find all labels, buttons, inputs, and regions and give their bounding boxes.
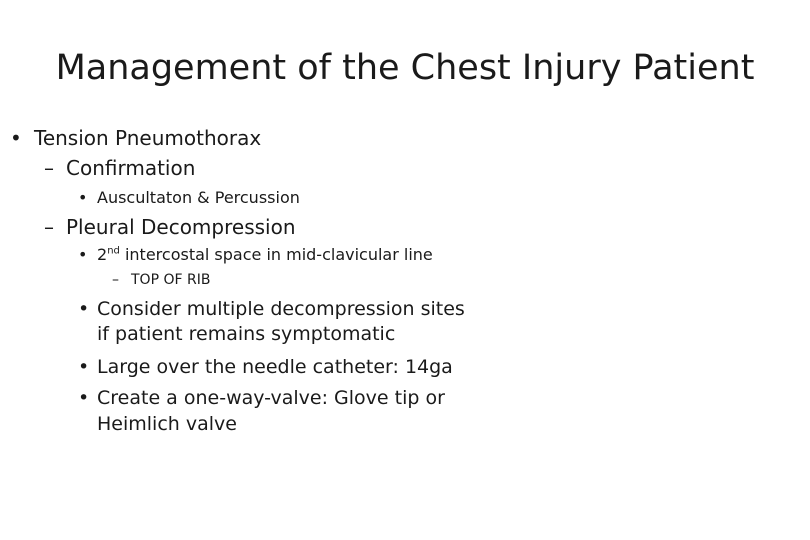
item-confirmation: Confirmation (66, 156, 196, 180)
item-tension-pneumothorax: Tension Pneumothorax (34, 126, 262, 150)
bullet-dot: • (78, 387, 90, 409)
item-create-valve-line-1: Create a one-way-valve: Glove tip or (97, 387, 445, 409)
intercostal-number: 2 (97, 245, 108, 264)
item-intercostal-space (97, 245, 433, 265)
bullet-dot: • (78, 298, 90, 320)
bullet-dash: – (112, 272, 119, 288)
ordinal-suffix: nd (107, 245, 120, 257)
bullet-dot: • (78, 188, 88, 207)
item-auscultation: Auscultaton & Percussion (97, 188, 300, 207)
bullet-dash: – (44, 215, 54, 239)
slide-title: Management of the Chest Injury Patient (55, 48, 755, 88)
bullet-dash: – (44, 156, 54, 180)
bullet-dot: • (78, 245, 88, 264)
item-create-valve-line-2: Heimlich valve (97, 413, 237, 435)
item-consider-line-2: if patient remains symptomatic (97, 323, 396, 345)
bullet-dot: • (10, 126, 22, 150)
item-top-of-rib: TOP OF RIB (131, 272, 211, 288)
intercostal-text: intercostal space in mid-clavicular line (119, 245, 433, 264)
bullet-dot: • (78, 356, 90, 378)
item-large-catheter: Large over the needle catheter: 14ga (97, 356, 453, 378)
item-pleural-decompression: Pleural Decompression (66, 215, 296, 239)
item-consider-line-1: Consider multiple decompression sites (97, 298, 465, 320)
